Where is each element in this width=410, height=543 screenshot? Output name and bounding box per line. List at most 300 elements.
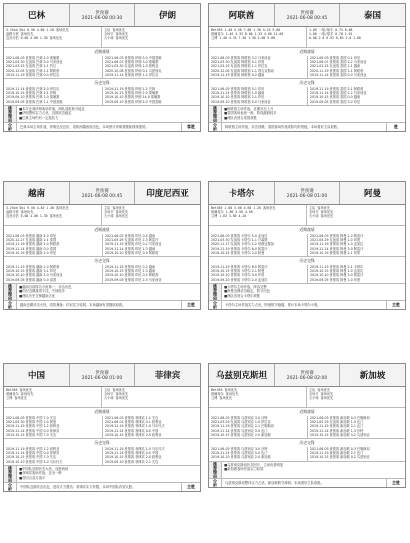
analysis-label: 分析	[4, 123, 17, 132]
record-line: 立博 客场优先	[211, 396, 233, 401]
pick-badge: 客胜	[181, 123, 200, 132]
record-line: 2021-06-07 世预赛 泰国 2-2 马来西亚	[310, 60, 367, 65]
league-name: 世预赛	[300, 370, 314, 376]
history-records	[4, 87, 200, 106]
record-line: 2019-10-15 世预赛 越南 3-1 印尼	[6, 269, 57, 274]
record-line: 2019-10-10 世预赛 乌兹别克 2-0 新加坡	[211, 455, 271, 460]
odds-right	[102, 205, 200, 225]
record-line: 3.25xd 5bi 8.50 4.60 1.28 客场优先	[6, 28, 69, 32]
match-info	[274, 4, 340, 26]
recent-title: 近期战绩	[94, 409, 110, 414]
recommend-point: ■菲律宾客场作战，近况一般	[19, 471, 62, 476]
away-history	[307, 265, 405, 283]
analysis-row	[209, 123, 405, 132]
recommend-points	[222, 462, 405, 478]
recent-records	[209, 56, 405, 79]
home-team: 阿联酋	[228, 10, 255, 20]
recommend-point: ■卡塔尔主场作战，阵容完整	[224, 284, 267, 289]
odds-left	[209, 27, 307, 47]
record-line: 2019-11-19 世预赛 阿联酋 0-2 越南	[211, 72, 265, 77]
history-title: 历史交锋	[299, 80, 315, 86]
card-header	[4, 4, 200, 27]
record-line: 2021-06-03 世预赛 菲律宾 1-1 关岛	[105, 416, 159, 420]
recommend-label: 推荐理由	[209, 462, 222, 478]
analysis-text: 巴林本场主场作战，伊朗近况良好，攻防两端表现出色，本场预计伊朗将继续保持强势。	[20, 124, 149, 129]
history-title: 历史交锋	[299, 258, 315, 264]
record-line: 2019-10-15 世预赛 泰国 0-0 越南	[310, 95, 361, 100]
match-time: 2021-06-08 02:00	[286, 375, 328, 381]
record-line: 2021-06-03 世预赛 新加坡 0-3 巴勒斯坦	[310, 447, 370, 452]
league-name: 世预赛	[300, 10, 314, 16]
league-name: 世预赛	[95, 10, 109, 16]
record-line: 立博 1.40 4.33 7.50 1.30 5.00 9.00	[211, 36, 275, 41]
record-line: 近况评估 6.00 4.00 1.30 客场优先	[6, 36, 63, 41]
recent-records	[4, 234, 200, 257]
recommend-point: ■首回合双方战平	[19, 475, 46, 480]
record-line: Bet365 1.40 4.50 7.00 1.30 5.25 9.00	[211, 28, 281, 32]
away-history	[307, 447, 405, 461]
home-recent	[4, 56, 102, 78]
record-line: 2021-06-03 世预赛 越南 4-0 印尼	[6, 234, 57, 238]
odds-left	[209, 387, 307, 407]
recommend-label: 推荐理由	[209, 284, 222, 300]
recommend-point: ■两队首回合泰国获胜	[224, 115, 257, 120]
record-line: 2019-11-19 世预赛 泰国 2-1 阿联酋	[310, 87, 364, 92]
record-line: 2019-10-15 世预赛 阿曼 1-0 孟加拉	[310, 269, 364, 274]
record-line: 2019-09-10 世预赛 巴林 1-0 柬埔寨	[6, 95, 60, 100]
record-line: 2019-10-15 世预赛 菲律宾 2-5 叙利亚	[105, 455, 162, 460]
recommend-row	[4, 106, 200, 123]
analysis-row	[4, 123, 200, 132]
record-line: 2019-10-10 世预赛 中国 5-0 马尔代夫	[6, 459, 63, 464]
record-line: 2019-10-10 世预赛 印尼 0-5 阿联酋	[105, 273, 159, 278]
history-records	[4, 265, 200, 284]
away-team: 伊朗	[158, 10, 176, 20]
record-line: 2019-10-15 世预赛 卡塔尔 2-0 阿曼	[211, 250, 265, 255]
record-line: 2019-09-10 世预赛 阿联酋 5-0 马来西亚	[211, 99, 271, 104]
recommend-points	[17, 284, 200, 300]
record-line: 2021-06-03 世预赛 阿联酋 5-1 印尼	[211, 87, 265, 92]
away-recent	[102, 234, 200, 256]
record-line: 盘路分析 客场优先	[6, 32, 34, 37]
odds-right	[307, 27, 405, 47]
record-line: 3.25xd 5bi 9.50 4.40 1.30 客场优先	[6, 206, 69, 210]
recent-title: 近期战绩	[94, 49, 110, 54]
home-team: 乌兹别克斯坦	[215, 370, 267, 380]
record-line: 2019-11-19 世预赛 阿曼 2-1 卡塔尔	[310, 265, 364, 270]
match-card	[208, 3, 406, 132]
record-line: 2021-06-03 世预赛 卡塔尔 5-0 孟加拉	[211, 234, 268, 238]
odds-left	[4, 387, 102, 407]
pick-badge: 主胜	[386, 301, 405, 310]
record-line: 2019-10-10 世预赛 越南 1-0 马来西亚	[6, 273, 63, 278]
match-time: 2021-06-08 00:45	[286, 15, 328, 21]
record-line: 主队 客场优先	[309, 388, 331, 392]
record-line: 2019-11-14 世预赛 阿曼 3-0 阿富汗	[310, 246, 364, 251]
league-name: 世预赛	[95, 188, 109, 194]
history-records	[209, 265, 405, 284]
record-line: 威廉希尔 1.80 3.50 4.50	[211, 210, 253, 215]
record-line: 2019-10-15 世预赛 阿曼 2-1 印度	[310, 250, 361, 255]
card-header	[209, 4, 405, 27]
record-line: 2021-06-01 世预赛 菲律宾 0-1 叙利亚	[105, 420, 162, 425]
recommend-point: ■越南目前排名小组第一，状态出色	[19, 284, 72, 289]
recommend-points	[17, 466, 200, 482]
home-history	[4, 265, 102, 283]
pick-badge: 主胜	[181, 483, 200, 492]
recommend-point: ■本次比赛伊朗客场作战，两队同组积分接近	[19, 106, 85, 111]
record-line: 2021-06-03 世预赛 印尼 0-4 越南	[105, 234, 156, 238]
odds-row	[4, 205, 200, 226]
record-line: 2020-10-08 世预赛 伊朗 0-1 乌兹别克	[105, 68, 162, 73]
record-line: 2019-11-14 世预赛 巴林 2-0 伊拉克	[6, 87, 60, 92]
match-time: 2021-06-08 00:30	[81, 15, 123, 21]
record-line: Bet365 客场优先	[6, 388, 33, 392]
record-line: 2021-06-03 世预赛 泰国 0-1 印尼	[310, 56, 361, 60]
record-line: 2021-06-03 世预赛 阿曼 1-0 阿富汗	[310, 234, 364, 238]
away-recent	[102, 56, 200, 78]
away-recent	[307, 416, 405, 438]
record-line: 2019-11-14 世预赛 乌兹别克 5-0 也门	[211, 428, 268, 433]
league-name: 世预赛	[95, 370, 109, 376]
recent-records	[4, 416, 200, 439]
record-line: 1.09 一球/球半 0.75 0.88	[309, 28, 353, 32]
record-line: 2019-10-10 世预赛 阿曼 3-0 阿富汗	[310, 273, 364, 278]
record-line: 2021-03-30 友谊赛 阿联酋 5-1 印度	[211, 60, 265, 65]
record-line: 2019-10-15 世预赛 新加坡 0-2 乌兹别克	[310, 432, 370, 437]
recommend-label: 推荐理由	[4, 106, 17, 122]
odds-left	[209, 205, 307, 225]
record-line: 主队 客场优先	[104, 28, 126, 32]
record-line: 2019-11-19 世预赛 菲律宾 1-0 马尔代夫	[105, 424, 165, 429]
record-line: 2019-11-14 世预赛 阿联酋 1-0 越南	[211, 91, 265, 96]
match-info	[69, 4, 135, 26]
record-line: 2019-10-15 世预赛 伊朗 2-0 柬埔寨	[105, 91, 159, 96]
history-records	[209, 447, 405, 462]
analysis-label: 分析	[209, 479, 222, 488]
record-line: 威廉希尔 客场优先	[211, 392, 239, 397]
record-line: 2020-11-17 友谊赛 卡塔尔 1-2 哥斯达黎加	[211, 242, 274, 247]
record-line: 2019-11-14 世预赛 菲律宾 0-0 中国	[105, 451, 159, 456]
record-line: 近况评估 6.00 4.00 1.30 客场优先	[6, 214, 63, 219]
record-line: 2020-12-05 友谊赛 巴林 1-1 阿联酋	[6, 68, 60, 73]
recommend-point: ■新加坡客场作战实力较弱	[224, 467, 264, 472]
odds-right	[307, 387, 405, 407]
record-line: 2019-09-10 世预赛 菲律宾 2-1 关岛	[105, 459, 159, 464]
odds-left	[4, 205, 102, 225]
home-history	[209, 447, 307, 461]
record-line: 主队 客场优先	[104, 206, 126, 210]
record-line: 2021-03-30 友谊赛 伊朗 1-0 叙利亚	[105, 64, 159, 69]
record-line: 大小球 客场优先	[309, 396, 334, 401]
recommend-point: ■乌兹别克斯坦状态回升，主场优势明显	[224, 462, 284, 467]
recommend-point: ■中国队近期状态火热，连胜两场	[19, 466, 69, 471]
match-time: 2021-06-08 01:00	[286, 193, 328, 199]
recommend-point: ■阿联酋主场作战，近期状态上升	[224, 106, 274, 111]
record-line: 威廉希尔 客场优先	[6, 392, 34, 397]
match-time: 2021-06-08 00:45	[81, 193, 123, 199]
recent-title: 近期战绩	[94, 227, 110, 232]
record-line: 2019-11-19 世预赛 中国 1-2 叙利亚	[6, 424, 60, 429]
card-header	[4, 364, 200, 387]
analysis-row	[209, 479, 405, 488]
league-name: 世预赛	[300, 188, 314, 194]
record-line: 0.00 2.0 0.92 0.83 2.0 1.00	[309, 36, 361, 41]
record-line: 2020-12-05 友谊赛 阿联酋 1-1 塔吉克斯坦	[211, 68, 274, 73]
record-line: 2021-06-03 世预赛 阿联酋 3-2 马来西亚	[211, 56, 271, 60]
recent-title: 近期战绩	[299, 409, 315, 414]
pick-badge: 主胜	[181, 301, 200, 310]
record-line: 2021-06-07 世预赛 伊朗 3-0 柬埔寨	[105, 60, 159, 65]
record-line: 1.06 一球/球半 0.78 1.01	[309, 32, 353, 37]
record-line: 2019-11-19 世预赛 阿曼 1-0 孟加拉	[310, 242, 364, 247]
recommend-label: 推荐理由	[4, 466, 17, 482]
away-recent	[307, 56, 405, 78]
record-line: 2019-10-15 世预赛 中国 7-0 关岛	[6, 455, 57, 460]
record-line: 2019-11-19 世预赛 菲律宾 1-0 马尔代夫	[105, 447, 165, 452]
record-line: 全场平 客场优先	[104, 210, 129, 215]
record-line: 2021-03-29 友谊赛 乌兹别克 1-0 伊拉克	[211, 420, 271, 425]
odds-row	[209, 27, 405, 48]
record-line: 主队 客场优先	[309, 206, 331, 210]
record-line: 2021-06-03 世预赛 伊朗 3-0 中国香港	[105, 56, 162, 60]
recommend-point: ■阿曼近期状态稳定，防守出色	[224, 289, 270, 294]
history-records	[209, 87, 405, 106]
home-team: 卡塔尔	[228, 188, 255, 198]
record-line: 大小球 客场优先	[104, 214, 129, 219]
record-line: 2019-09-05 世预赛 印尼 2-3 马来西亚	[105, 277, 162, 282]
analysis-text: 越南近期状态火热，攻防兼备；印尼实力较弱，本场越南有望继续取胜。	[20, 302, 126, 307]
record-line: 2019-09-05 世预赛 巴林 1-1 中国香港	[6, 99, 63, 104]
record-line: 2019-10-15 世预赛 巴林 1-1 伊朗	[6, 91, 57, 96]
history-title: 历史交锋	[94, 258, 110, 264]
recommend-points	[222, 284, 405, 300]
history-records	[4, 447, 200, 466]
history-title: 历史交锋	[94, 80, 110, 86]
home-team: 巴林	[27, 10, 45, 20]
record-line: 2020-12-27 友谊赛 越南 2-1 泰国	[6, 238, 57, 243]
record-line: 2021-05-29 友谊赛 印尼 2-3 阿富汗	[105, 238, 159, 243]
away-team: 印度尼西亚	[146, 188, 189, 198]
recommend-row	[4, 284, 200, 301]
record-line: 2019-09-10 世预赛 卡塔尔 2-0 孟加拉	[211, 277, 268, 282]
record-line: 大小球 客场优先	[309, 214, 334, 219]
recent-title: 近期战绩	[299, 227, 315, 232]
match-info	[69, 364, 135, 386]
record-line: 2019-10-10 世预赛 阿联酋 2-1 印尼	[211, 95, 265, 100]
odds-row	[4, 387, 200, 408]
analysis-text: 阿联酋主场作战，状态回暖；泰国客场作战攻防均有短板，本场看好主队取胜。	[225, 124, 341, 129]
record-line: 2019-10-15 世预赛 乌兹别克 2-0 新加坡	[211, 432, 271, 437]
recent-title: 近期战绩	[299, 49, 315, 54]
record-line: 2019-11-19 世预赛 巴林 0-0 伊拉克	[6, 72, 60, 77]
analysis-text: 乌兹别克斯坦整体实力占优，新加坡防守薄弱，本场看好主队取胜。	[225, 480, 324, 485]
history-title: 历史交锋	[299, 440, 315, 446]
record-line: 2021-03-25 友谊赛 巴林 1-1 约旦	[6, 64, 57, 69]
odds-right	[307, 205, 405, 225]
record-line: 立博 1.83 3.60 4.20	[211, 214, 247, 219]
match-card	[3, 3, 201, 132]
record-line: 2019-11-19 世预赛 印尼 0-2 越南	[105, 265, 156, 270]
card-header	[4, 182, 200, 205]
away-recent	[307, 234, 405, 256]
record-line: 立博 客场优先	[6, 396, 28, 401]
recommend-label: 推荐理由	[4, 284, 17, 300]
record-line: 2019-10-15 世预赛 菲律宾 2-5 叙利亚	[105, 432, 162, 437]
record-line: 2019-10-15 世预赛 中国 7-0 关岛	[6, 432, 57, 437]
record-line: 2019-11-14 世预赛 中国 0-0 菲律宾	[6, 451, 60, 456]
recent-records	[209, 416, 405, 439]
home-recent	[4, 234, 102, 256]
home-history	[4, 447, 102, 465]
record-line: 大小球 客场优先	[104, 396, 129, 401]
away-history	[307, 87, 405, 105]
record-line: 2019-11-14 世预赛 越南 0-0 泰国	[6, 246, 57, 251]
analysis-row	[4, 483, 200, 492]
recent-records	[4, 56, 200, 79]
record-line: 2021-05-29 友谊赛 阿曼 2-0 印度	[310, 238, 361, 243]
analysis-label: 分析	[209, 301, 222, 310]
recommend-row	[209, 462, 405, 479]
record-line: 2019-11-14 世预赛 乌兹别克 5-0 也门	[211, 451, 268, 456]
home-recent	[209, 234, 307, 256]
record-line: 2019-10-15 世预赛 卡塔尔 2-1 阿曼	[211, 269, 265, 274]
home-team: 越南	[27, 188, 45, 198]
recommend-point: ■印尼近期战绩不佳，失球较多	[19, 289, 65, 294]
away-team: 阿曼	[363, 188, 381, 198]
record-line: 2021-06-03 世预赛 巴林 1-0 柬埔寨	[6, 56, 60, 60]
odds-left	[4, 27, 102, 47]
record-line: 2019-11-14 世预赛 伊朗 1-2 伊拉克	[105, 72, 159, 77]
recommend-point: ■巴林主场仍有一定抵抗力	[19, 115, 59, 120]
record-line: 2019-09-05 世预赛 阿曼 1-0 印度	[310, 277, 361, 282]
recent-records	[209, 234, 405, 257]
record-line: 2019-11-14 世预赛 泰国 0-0 马来西亚	[310, 72, 367, 77]
away-team: 菲律宾	[154, 370, 181, 380]
home-history	[209, 87, 307, 105]
home-history	[4, 87, 102, 105]
odds-right	[102, 387, 200, 407]
match-time: 2021-06-08 01:00	[81, 375, 123, 381]
recommend-label: 推荐理由	[209, 106, 222, 122]
odds-row	[4, 27, 200, 48]
recommend-points	[17, 106, 200, 122]
record-line: 全场平 客场优先	[309, 392, 334, 397]
away-history	[102, 87, 200, 105]
record-line: 2021-03-30 友谊赛 巴林 3-0 马来西亚	[6, 60, 63, 65]
record-line: 全场平 客场优先	[104, 392, 129, 397]
record-line: 2021-05-30 世预赛 中国 2-0 阿曼	[6, 420, 57, 425]
record-line: 2019-11-19 世预赛 越南 1-0 阿联酋	[6, 265, 60, 270]
record-line: 2019-09-05 世预赛 越南 0-0 泰国	[6, 277, 57, 282]
analysis-label: 分析	[209, 123, 222, 132]
record-line: 全场平 客场优先	[309, 210, 334, 215]
odds-row	[209, 205, 405, 226]
match-info	[69, 182, 135, 204]
record-line: 2019-11-19 世预赛 卡塔尔 6-0 阿富汗	[211, 246, 268, 251]
record-line: 2019-11-19 世预赛 印尼 0-2 马来西亚	[105, 242, 162, 247]
record-line: 2021-06-03 世预赛 乌兹别克 3-0 沙特	[211, 447, 268, 452]
record-line: 2020-11-19 世预赛 泰国 2-1 阿联酋	[310, 68, 364, 73]
record-line: 2019-11-14 世预赛 泰国 1-2 马来西亚	[310, 91, 367, 96]
match-card	[3, 181, 201, 310]
record-line: 2019-11-14 世预赛 中国 0-0 菲律宾	[6, 428, 60, 433]
match-card	[208, 181, 406, 310]
away-team: 新加坡	[359, 370, 386, 380]
record-line: 2021-03-30 友谊赛 卡塔尔 1-1 卢森堡	[211, 238, 268, 243]
record-line: 大小球 客场优先	[104, 36, 129, 41]
analysis-row	[209, 301, 405, 310]
record-line: 2019-11-19 世预赛 乌兹别克 2-1 巴勒斯坦	[211, 424, 274, 429]
away-history	[102, 265, 200, 283]
record-line: 2021-03-25 友谊赛 阿联酋 1-1 伊拉克	[211, 64, 268, 69]
recommend-row	[4, 466, 200, 483]
record-line: 盘路分析 客场优先	[6, 210, 34, 215]
analysis-text: 卡塔尔主场作战实力占优，阿曼防守稳健，预计本场卡塔尔小胜。	[225, 302, 321, 307]
analysis-text: 中国队近期状态出色，进攻火力强劲；菲律宾实力有限，本场中国队有望大胜。	[20, 484, 136, 489]
away-recent	[102, 416, 200, 438]
history-title: 历史交锋	[94, 440, 110, 446]
odds-row	[209, 387, 405, 408]
record-line: 2019-11-19 世预赛 卡塔尔 6-0 阿富汗	[211, 265, 268, 270]
record-line: 2019-11-14 世预赛 印尼 1-3 越南	[105, 246, 156, 251]
record-line: 主队 客场优先	[104, 388, 126, 392]
record-line: 2019-11-19 世预赛 伊朗 1-2 巴林	[105, 87, 156, 92]
record-line: 2021-06-03 世预赛 中国 7-0 关岛	[6, 416, 57, 420]
home-team: 中国	[27, 370, 45, 380]
match-info	[274, 182, 340, 204]
home-recent	[209, 416, 307, 438]
record-line: 威廉希尔 1.40 4.33 8.00 1.33 4.60 11.00	[211, 32, 284, 37]
record-line: 2021-03-25 友谊赛 泰国 1-1 越南	[310, 64, 361, 69]
record-line: 2019-11-19 世预赛 新加坡 2-1 也门	[310, 451, 364, 456]
record-line: 2019-10-15 世预赛 新加坡 0-2 乌兹别克	[310, 455, 370, 460]
record-line: 全场平 客场优先	[104, 32, 129, 37]
record-line: Bet365 客场优先	[211, 388, 238, 392]
record-line: 2019-10-10 世预赛 印尼 0-5 阿联酋	[105, 250, 159, 255]
pick-badge: 胜	[386, 123, 405, 132]
record-line: 2019-11-14 世预赛 新加坡 1-3 沙特	[310, 428, 364, 433]
record-line: 2019-11-14 世预赛 菲律宾 0-0 中国	[105, 428, 159, 433]
record-line: 2019-10-15 世预赛 越南 1-0 印尼	[6, 250, 57, 255]
record-line: 2021-05-29 友谊赛 新加坡 1-0 也门	[310, 420, 364, 425]
card-header	[209, 182, 405, 205]
recommend-point: ■两队历史交锋越南占优	[19, 293, 56, 298]
match-card	[208, 363, 406, 488]
record-line: 2019-11-19 世预赛 中国 1-2 叙利亚	[6, 447, 60, 452]
analysis-label: 分析	[4, 301, 17, 310]
record-line: 2019-09-10 世预赛 伊朗 2-0 中国香港	[105, 99, 162, 104]
record-line: 2021-06-03 世预赛 新加坡 0-3 巴勒斯坦	[310, 416, 370, 420]
recommend-point: ■泰国客场表现一般，防线漏洞较多	[224, 111, 277, 116]
record-line: 2019-10-10 世预赛 伊朗 14-0 柬埔寨	[105, 95, 161, 100]
record-line: 2019-10-15 世预赛 印尼 1-3 越南	[105, 269, 156, 274]
recommend-points	[222, 106, 405, 122]
analysis-label: 分析	[4, 483, 17, 492]
record-line: 2019-11-19 世预赛 越南 1-0 阿联酋	[6, 242, 60, 247]
home-recent	[209, 56, 307, 78]
record-line: 2019-09-05 世预赛 泰国 3-0 印尼	[310, 99, 361, 104]
record-line: 2019-10-10 世预赛 卡塔尔 0-0 印度	[211, 273, 265, 278]
card-header	[209, 364, 405, 387]
away-team: 泰国	[363, 10, 381, 20]
match-card	[3, 363, 201, 492]
recommend-point: ■伊朗整体实力占优，近期状态稳定	[19, 111, 72, 116]
odds-right	[102, 27, 200, 47]
recommend-point: ■两队首回合卡塔尔获胜	[224, 293, 261, 298]
record-line: Bet365 1.80 3.60 4.60 1.20 客场优先	[211, 206, 276, 210]
match-info	[274, 364, 340, 386]
